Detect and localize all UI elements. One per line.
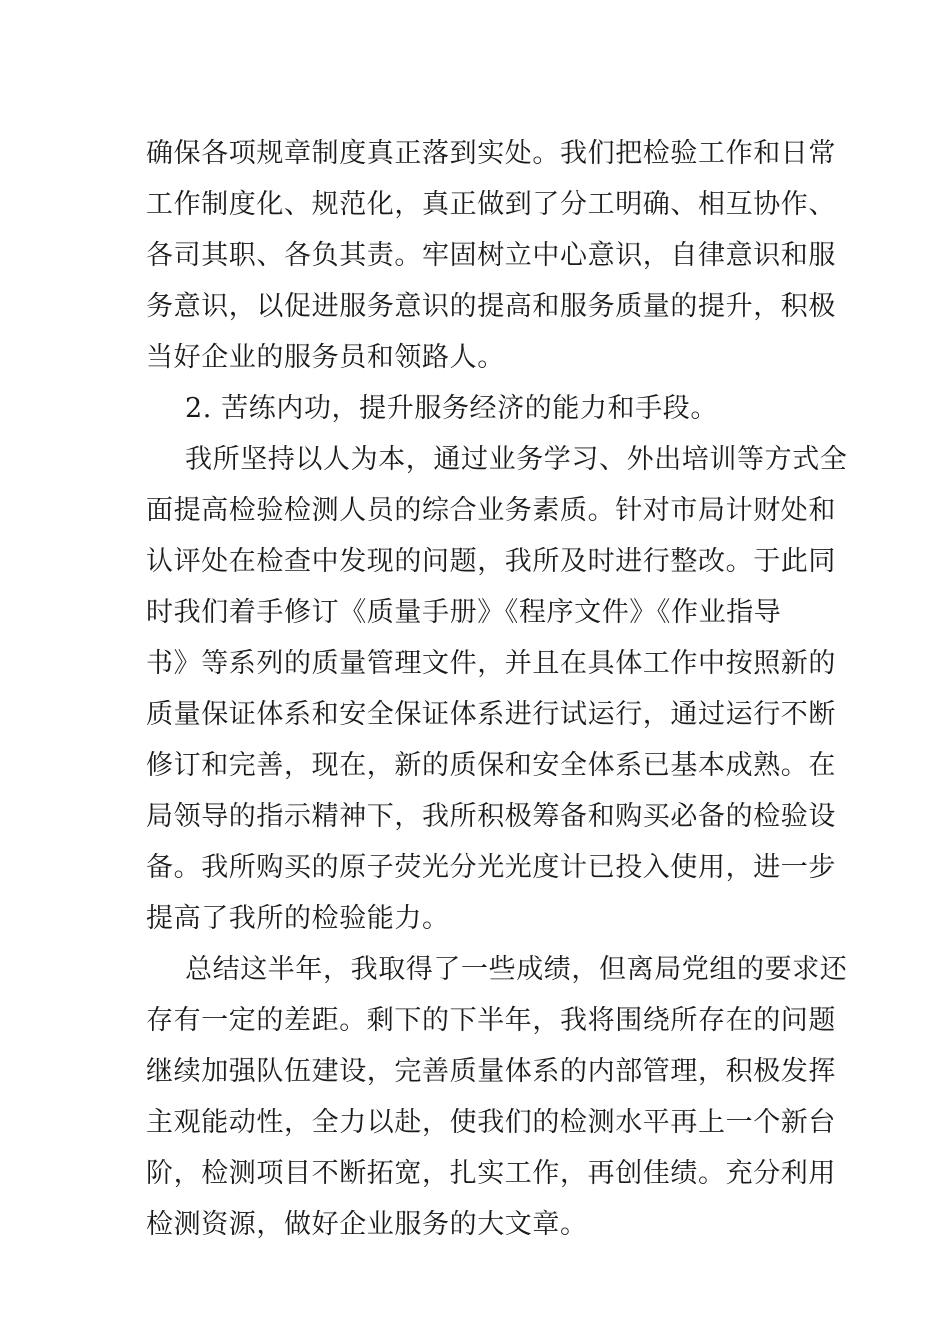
text-line: 确保各项规章制度真正落到实处。我们把检验工作和日常 [146,138,836,169]
text-line: 阶，检测项目不断拓宽，扎实工作，再创佳绩。充分利用 [146,1158,836,1189]
text-line: 检测资源，做好企业服务的大文章。 [146,1209,588,1240]
paragraph-4 [146,944,848,1250]
text-line: 时我们着手修订《质量手册》《程序文件》《作业指导 [146,597,782,628]
paragraph-1 [146,128,836,383]
text-line: 继续加强队伍建设，完善质量体系的内部管理，积极发挥 [146,1056,836,1087]
text-line: 存有一定的差距。剩下的下半年，我将围绕所存在的问题 [146,1005,836,1036]
text-line: 务意识，以促进服务意识的提高和服务质量的提升，积极 [146,291,836,322]
text-line: 面提高检验检测人员的综合业务素质。针对市局计财处和 [146,495,836,526]
text-line: 当好企业的服务员和领路人。 [146,342,505,373]
text-line: 各司其职、各负其责。牢固树立中心意识，自律意识和服 [146,240,836,271]
text-line: 我所坚持以人为本，通过业务学习、外出培训等方式全 [185,444,848,475]
text-line: 提高了我所的检验能力。 [146,903,450,934]
text-line: 工作制度化、规范化，真正做到了分工明确、相互协作、 [146,189,836,220]
text-line: 局领导的指示精神下，我所积极筹备和购买必备的检验设 [146,801,836,832]
document-body [146,128,848,1250]
paragraph-3 [146,434,848,944]
text-line: 总结这半年，我取得了一些成绩，但离局党组的要求还 [185,954,848,985]
section-heading: 2. 苦练内功，提升服务经济的能力和手段。 [185,393,718,424]
text-line: 认评处在检查中发现的问题，我所及时进行整改。于此同 [146,546,836,577]
text-line: 修订和完善，现在，新的质保和安全体系已基本成熟。在 [146,750,836,781]
text-line: 书》等系列的质量管理文件，并且在具体工作中按照新的 [146,648,836,679]
text-line: 质量保证体系和安全保证体系进行试运行，通过运行不断 [146,699,836,730]
text-line: 主观能动性，全力以赴，使我们的检测水平再上一个新台 [146,1107,836,1138]
text-line: 备。我所购买的原子荧光分光光度计已投入使用，进一步 [146,852,836,883]
paragraph-2-heading [146,383,806,434]
